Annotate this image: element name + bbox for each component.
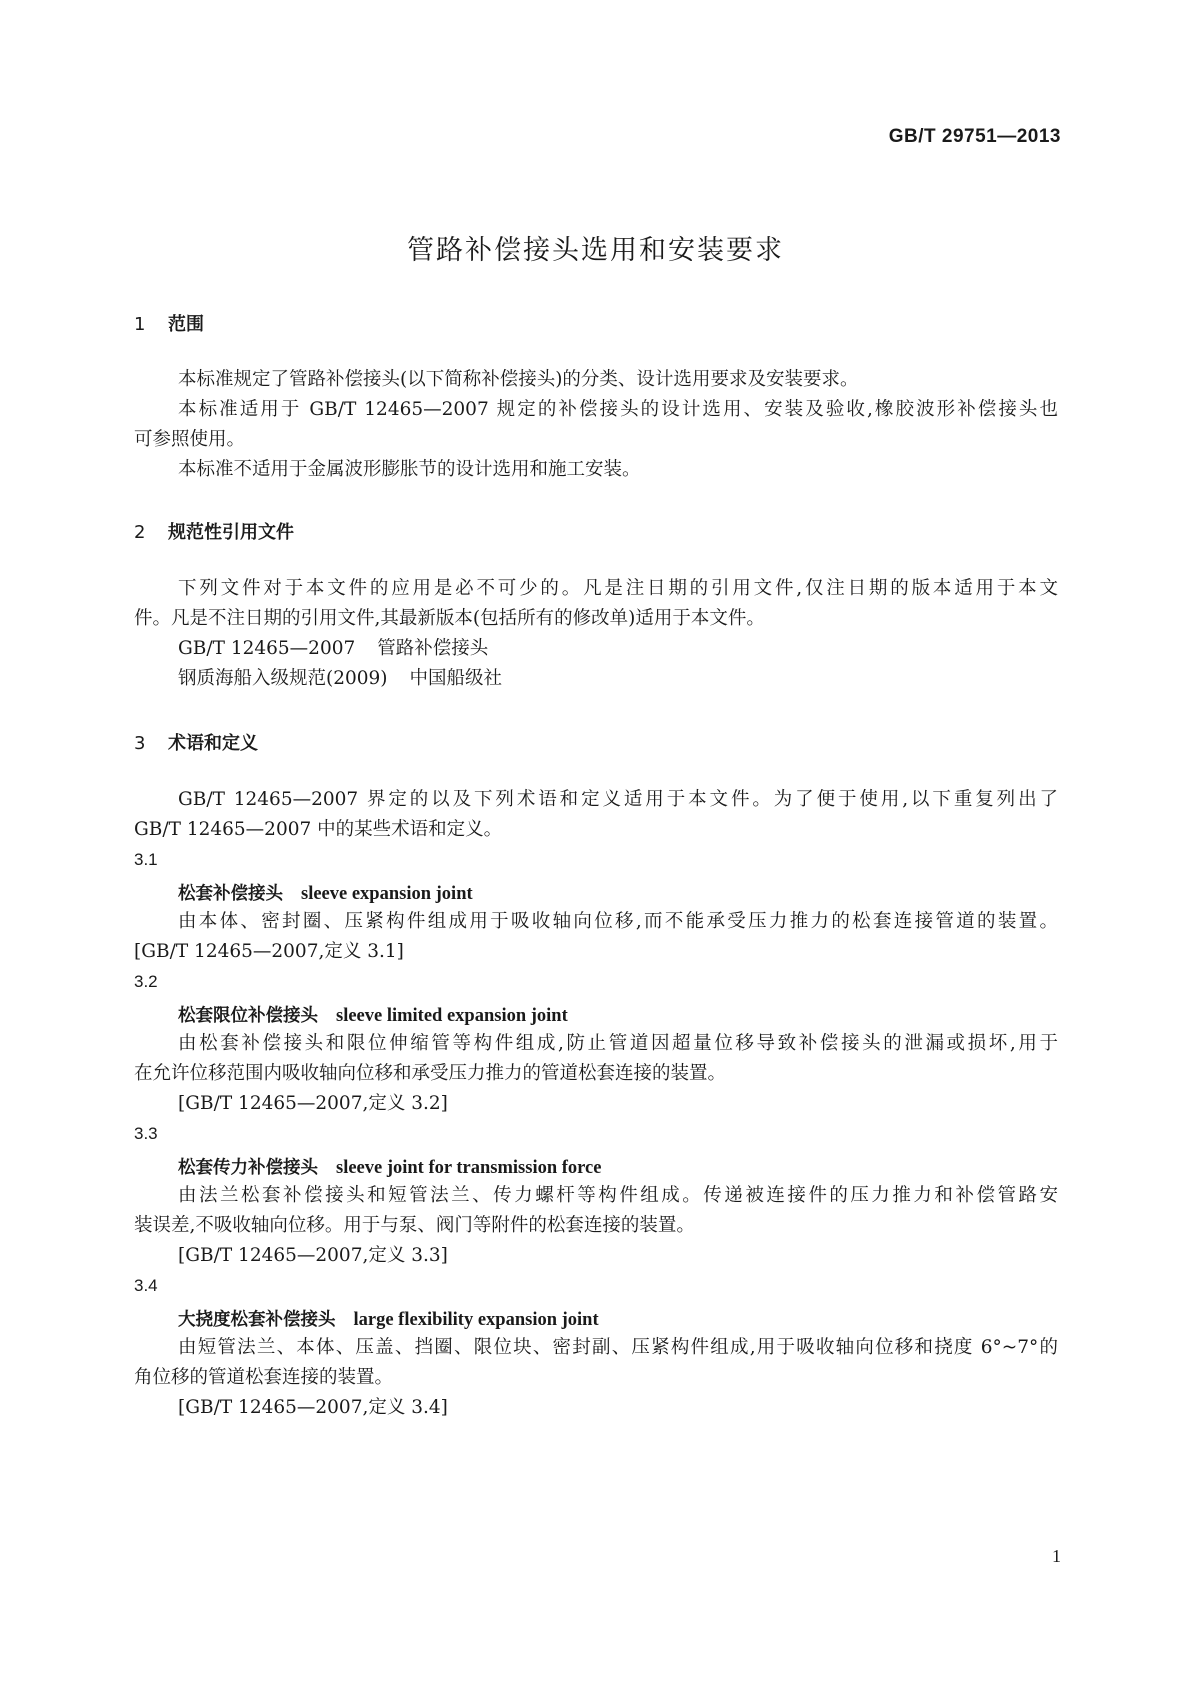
paragraph-line: 可参照使用。 — [134, 429, 246, 450]
paragraph-line: 下列文件对于本文件的应用是必不可少的。凡是注日期的引用文件,仅注日期的版本适用于本文 — [178, 578, 1058, 599]
reference-name: 管路补偿接头 — [377, 638, 489, 659]
definition-source: [GB/T 12465—2007,定义 3.1] — [134, 941, 404, 962]
definition-line: 由法兰松套补偿接头和短管法兰、传力螺杆等构件组成。传递被连接件的压力推力和补偿管路安 — [178, 1185, 1058, 1206]
paragraph-line: 本标准规定了管路补偿接头(以下简称补偿接头)的分类、设计选用要求及安装要求。 — [178, 369, 859, 390]
paragraph-line: GB/T 12465—2007 界定的以及下列术语和定义适用于本文件。为了便于使用,以下重复列出了 — [178, 789, 1058, 810]
reference-entry — [178, 667, 1058, 691]
term-en: large flexibility expansion joint — [353, 1310, 599, 1330]
reference-name: 中国船级社 — [409, 668, 503, 689]
clause-number: 3.1 — [134, 850, 158, 869]
term-cn: 松套限位补偿接头 — [178, 1006, 318, 1026]
document-title: 管路补偿接头选用和安装要求 — [407, 235, 784, 266]
section-1-heading — [134, 310, 204, 336]
reference-entry — [178, 637, 1058, 661]
definition-line: 由短管法兰、本体、压盖、挡圈、限位块、密封副、压紧构件组成,用于吸收轴向位移和挠度 6°~7°的 — [178, 1337, 1058, 1358]
term-cn: 松套补偿接头 — [178, 884, 283, 904]
reference-code: GB/T 12465—2007 — [178, 638, 356, 659]
term-heading — [178, 880, 473, 905]
section-title: 范围 — [168, 314, 204, 335]
definition-line: 在允许位移范围内吸收轴向位移和承受压力推力的管道松套连接的装置。 — [134, 1063, 727, 1084]
paragraph-line: 件。凡是不注日期的引用文件,其最新版本(包括所有的修改单)适用于本文件。 — [134, 608, 765, 629]
section-number: 3 — [134, 733, 146, 754]
definition-line: 由本体、密封圈、压紧构件组成用于吸收轴向位移,而不能承受压力推力的松套连接管道的装置。 — [178, 911, 1058, 932]
term-heading — [178, 1306, 599, 1331]
definition-source: [GB/T 12465—2007,定义 3.3] — [178, 1245, 448, 1266]
section-2-heading — [134, 518, 294, 544]
clause-number: 3.2 — [134, 972, 158, 991]
clause-number: 3.4 — [134, 1276, 158, 1295]
definition-line: 由松套补偿接头和限位伸缩管等构件组成,防止管道因超量位移导致补偿接头的泄漏或损坏,用于 — [178, 1033, 1058, 1054]
reference-code: 钢质海船入级规范(2009) — [178, 668, 388, 689]
definition-source: [GB/T 12465—2007,定义 3.4] — [178, 1397, 448, 1418]
paragraph-line: 本标准不适用于金属波形膨胀节的设计选用和施工安装。 — [178, 459, 641, 480]
definition-line: 角位移的管道松套连接的装置。 — [134, 1367, 394, 1388]
definition-line: 装误差,不吸收轴向位移。用于与泵、阀门等附件的松套连接的装置。 — [134, 1215, 695, 1236]
clause-number: 3.3 — [134, 1124, 158, 1143]
term-heading — [178, 1002, 568, 1027]
paragraph-line: 本标准适用于 GB/T 12465—2007 规定的补偿接头的设计选用、安装及验收,橡胶波形补偿接头也 — [178, 399, 1058, 420]
term-heading — [178, 1154, 601, 1179]
definition-source: [GB/T 12465—2007,定义 3.2] — [178, 1093, 448, 1114]
term-cn: 松套传力补偿接头 — [178, 1158, 318, 1178]
term-en: sleeve limited expansion joint — [336, 1006, 568, 1026]
term-en: sleeve expansion joint — [301, 884, 473, 904]
section-title: 术语和定义 — [168, 733, 258, 754]
section-number: 2 — [134, 522, 146, 543]
standard-code: GB/T 29751—2013 — [888, 126, 1061, 147]
term-en: sleeve joint for transmission force — [336, 1158, 602, 1178]
section-title: 规范性引用文件 — [168, 522, 294, 543]
section-3-heading — [134, 729, 258, 755]
page-number: 1 — [1052, 1546, 1061, 1566]
paragraph-line: GB/T 12465—2007 中的某些术语和定义。 — [134, 819, 503, 840]
term-cn: 大挠度松套补偿接头 — [178, 1310, 336, 1330]
section-number: 1 — [134, 314, 146, 335]
